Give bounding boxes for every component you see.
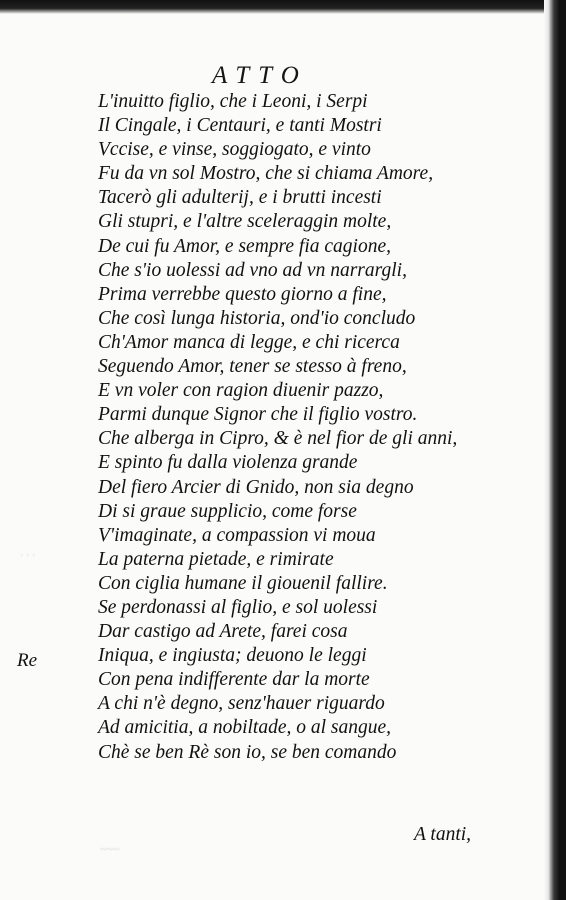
verse-line: Del fiero Arcier di Gnido, non sia degno [98,476,414,498]
verse-line: Di si graue supplicio, come forse [98,500,357,522]
ink-bleed: · · · [20,548,35,562]
verse-line: E spinto fu dalla violenza grande [98,452,358,474]
verse-text [98,90,457,765]
verse-line: Se perdonassi al figlio, e sol uolessi [98,596,378,618]
verse-line: A chi n'è degno, senz'hauer riguardo [98,693,385,715]
verse-line: Iniqua, e ingiusta; deuono le leggi [98,645,367,667]
verse-line: Ch'Amor manca di legge, e chi ricerca [98,331,400,353]
verse-line: Che alberga in Cipro, & è nel fior de gli anni, [98,428,458,450]
verse-line: Il Cingale, i Centauri, e tanti Mostri [98,115,382,137]
verse-line: Parmi dunque Signor che il figlio vostro. [98,404,418,426]
verse-line: L'inuitto figlio, che i Leoni, i Serpi [98,91,368,112]
page-header: ATTO [212,62,308,89]
verse-line: E vn voler con ragion diuenir pazzo, [98,380,384,402]
verse-line: De cui fu Amor, e sempre fia cagione, [98,235,391,257]
catchword: A tanti, [414,824,472,845]
verse-line: Che s'io uolessi ad vno ad vn narrargli, [98,259,407,281]
verse-line: La paterna pietade, e rimirate [98,548,334,570]
verse-line: Prima verrebbe questo giorno a fine, [98,283,387,305]
verse-line: Gli stupri, e l'altre sceleraggin molte, [98,211,392,233]
verse-line: Chè se ben Rè son io, se ben comando [98,741,397,763]
verse-line: Vccise, e vinse, soggiogato, e vinto [98,139,371,161]
book-gutter [544,0,566,900]
speaker-label: Re [17,650,38,671]
verse-line: Con pena indifferente dar la morte [98,669,370,691]
verse-line: Seguendo Amor, tener se stesso à freno, [98,356,407,378]
verse-line: Con ciglia humane il giouenil fallire. [98,572,388,594]
verse-line: Fu da vn sol Mostro, che si chiama Amore, [98,163,434,185]
verse-line: Tacerò gli adulterij, e i brutti incesti [98,187,382,209]
verse-line: Dar castigo ad Arete, farei cosa [98,621,348,643]
ink-bleed: ~~~ [100,842,120,856]
verse-line: V'imaginate, a compassion vi moua [98,524,376,546]
verse-line: Che così lunga historia, ond'io concludo [98,307,416,329]
page-top-edge [0,0,566,14]
verse-line: Ad amicitia, a nobiltade, o al sangue, [98,717,392,739]
